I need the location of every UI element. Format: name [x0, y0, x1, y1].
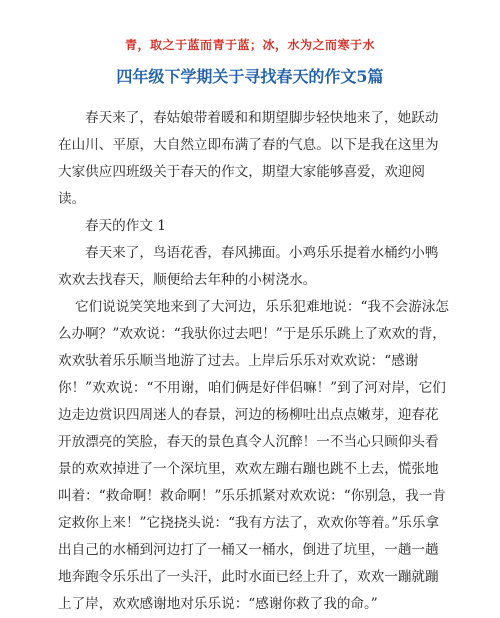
page-title: 四年级下学期关于寻找春天的作文5篇 — [116, 67, 384, 86]
section-heading: 春天的作文 1 — [85, 218, 166, 234]
article-body — [58, 105, 450, 618]
intro-paragraph: 春天来了，春姑娘带着暖和和期望脚步轻快地来了，她跃动在山川、平原，大自然立即布满了春的气息。以下是我在这里为大家供应四班级关于春天的作文，期望大家能够喜爱，欢迎阅读。 — [58, 110, 439, 207]
body-paragraph-1: 春天来了，鸟语花香，春风拂面。小鸡乐乐提着水桶约小鸭欢欢去找春天，顺便给去年种的小树浇水。 — [58, 245, 439, 288]
motto-banner: 青，取之于蓝而青于蓝；冰，水为之而寒于水 — [124, 38, 375, 52]
body-paragraph-2: 它们说说笑笑地来到了大河边，乐乐犯难地说：“我不会游泳怎么办啊？”欢欢说：“我驮你过去吧！”于是乐乐跳上了欢欢的背，欢欢驮着乐乐顺当地游了过去。上岸后乐乐对欢欢说：“感谢你！”欢欢说：“不用谢，咱们俩是好伴侣嘛！”到了河对岸，它们边走边赏识四周迷人的春景，河边的杨柳吐出点点嫩芽，迎春花开放漂亮的笑脸，春天的景色真令人沉醉！一不当心只顾仰头看景的欢欢掉进了一个深坑里，欢欢左蹦右蹦也跳不上去，慌张地叫着：“救命啊！救命啊！”乐乐抓紧对欢欢说：“你别急，我一肯定救你上来！”它挠挠头说：“我有方法了，欢欢你等着。”乐乐拿出自己的水桶到河边打了一桶又一桶水，倒进了坑里，一趟一趟地奔跑令乐乐出了一头汗，此时水面已经上升了，欢欢一蹦就蹦上了岸，欢欢感谢地对乐乐说：“感谢你救了我的命。” — [58, 299, 449, 612]
